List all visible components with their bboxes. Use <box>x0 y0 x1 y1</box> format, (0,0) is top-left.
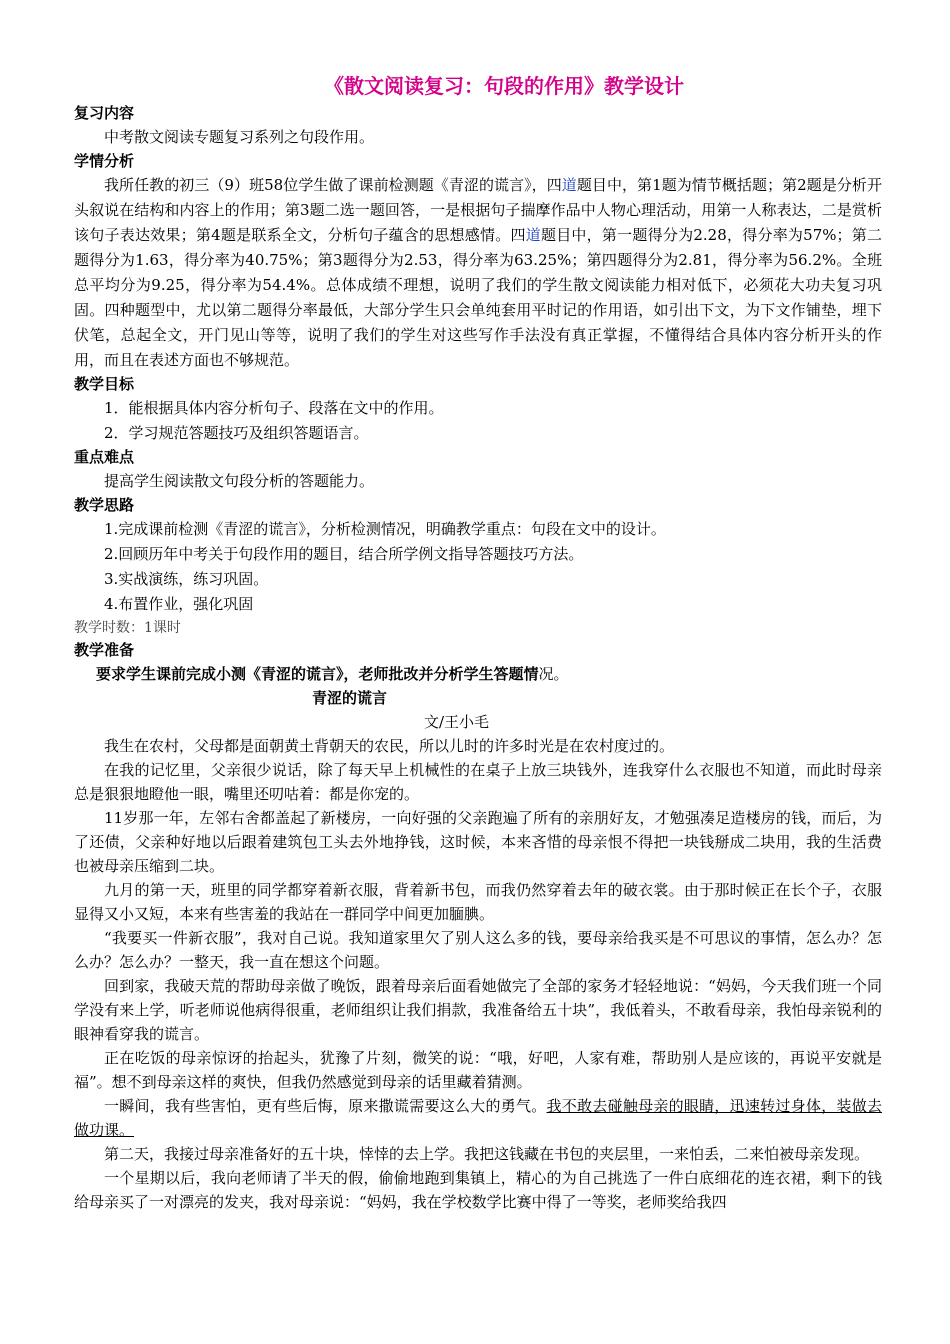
heading-analysis: 学情分析 <box>74 152 135 170</box>
story-title: 青涩的谎言 <box>312 689 388 707</box>
heading-preparation: 教学准备 <box>74 641 135 659</box>
review-content-text: 中考散文阅读专题复习系列之句段作用。 <box>104 128 375 146</box>
story-paragraph-10: 一个星期以后，我向老师请了半天的假，偷偷地跑到集镇上，精心的为自己挑选了一件白底细花的连衣裙，剩下的钱给母亲买了一对漂亮的发夹，我对母亲说：“妈妈，我在学校数学比赛中得了一等奖，老师奖给我四 <box>74 1169 882 1211</box>
story-paragraph-8-underlined: 我不敢去碰触母亲的眼睛，迅速转过身体，装做去做功课。 <box>74 1097 882 1139</box>
story-paragraph-9: 第二天，我接过母亲准备好的五十块，悻悻的去上学。我把这钱藏在书包的夹层里，一来怕丢，二来怕被母亲发现。 <box>104 1145 870 1163</box>
story-paragraph-4: 九月的第一天，班里的同学都穿着新衣服，背着新书包，而我仍然穿着去年的破衣裳。由于那时候正在长个子，衣服显得又小又短，本来有些害羞的我站在一群同学中间更加腼腆。 <box>74 881 882 923</box>
story-paragraph-1: 我生在农村，父母都是面朝黄土背朝天的农民，所以儿时的许多时光是在农村度过的。 <box>104 737 675 755</box>
document-title: 《散文阅读复习：句段的作用》教学设计 <box>324 74 684 98</box>
story-paragraph-5: “我要买一件新衣服”，我对自己说。我知道家里欠了别人这么多的钱，要母亲给我买是不可思议的事情，怎么办？怎么办？怎么办？一整天，我一直在想这个问题。 <box>74 929 882 971</box>
story-author: 文/王小毛 <box>424 713 490 731</box>
key-points-text: 提高学生阅读散文句段分析的答题能力。 <box>104 472 375 490</box>
analysis-text-before: 我所任教的初三（9）班58位学生做了课前检测题《青涩的谎言》，四 <box>104 176 562 194</box>
goal-item-1: 1．能根据具体内容分析句子、段落在文中的作用。 <box>104 399 444 417</box>
approach-item-3: 3.实战演练，练习巩固。 <box>104 570 269 588</box>
story-paragraph-8-plain: 一瞬间，我有些害怕，更有些后悔，原来撒谎需要这么大的勇气。 <box>104 1097 547 1115</box>
teaching-hours: 教学时数：1课时 <box>74 620 181 636</box>
document-page <box>74 72 882 1214</box>
goal-item-2: 2．学习规范答题技巧及组织答题语言。 <box>104 424 369 442</box>
preparation-requirement-tail: 况。 <box>538 665 569 683</box>
analysis-text-middle: 题目中，第1题为情节概括题；第2题是分析开头叙说在结构和内容上的作用；第3题二选一题回答，一是根据句子揣摩作品中人物心理活动，用第一人称表达，二是赏析该句子表达效果；第4题是联系全文，分析句子蕴含的思想感情。四 <box>74 176 882 244</box>
story-paragraph-3: 11岁那一年，左邻右舍都盖起了新楼房，一向好强的父亲跑遍了所有的亲朋好友，才勉强凑足造楼房的钱，而后，为了还债，父亲种好地以后跟着建筑包工头去外地挣钱，这时候，本来吝惜的母亲恨不得把一块钱掰成二块用，我的生活费也被母亲压缩到二块。 <box>74 809 882 875</box>
story-paragraph-8 <box>74 1094 882 1142</box>
heading-goals: 教学目标 <box>74 375 135 393</box>
analysis-paragraph <box>74 173 882 373</box>
story-paragraph-2: 在我的记忆里，父亲很少说话，除了每天早上机械性的在桌子上放三块钱外，连我穿什么衣服也不知道，而此时母亲总是狠狠地瞪他一眼，嘴里还叨咕着：都是你宠的。 <box>74 761 882 803</box>
approach-item-2: 2.回顾历年中考关于句段作用的题目，结合所学例文指导答题技巧方法。 <box>104 545 584 563</box>
analysis-highlight-2: 道 <box>525 226 541 244</box>
story-paragraph-7: 正在吃饭的母亲惊讶的抬起头，犹豫了片刻，微笑的说：“哦，好吧，人家有难，帮助别人是应该的，再说平安就是福”。想不到母亲这样的爽快，但我仍然感觉到母亲的话里藏着猜测。 <box>74 1049 882 1091</box>
preparation-requirement-text: 要求学生课前完成小测《青涩的谎言》，老师批改并分析学生答题情 <box>96 665 539 683</box>
story-paragraph-6: 回到家，我破天荒的帮助母亲做了晚饭，跟着母亲后面看她做完了全部的家务才轻轻地说：“妈妈，今天我们班一个同学没有来上学，听老师说他病得很重，老师组织让我们捐款，我准备给五十块”，我低着头，不敢看母亲，我怕母亲锐利的眼神看穿我的谎言。 <box>74 977 882 1043</box>
heading-key-points: 重点难点 <box>74 448 135 466</box>
approach-item-4: 4.布置作业，强化巩固 <box>104 595 254 613</box>
approach-item-1: 1.完成课前检测《青涩的谎言》，分析检测情况，明确教学重点：句段在文中的设计。 <box>104 520 666 538</box>
preparation-requirement <box>74 662 882 686</box>
heading-approach: 教学思路 <box>74 496 135 514</box>
analysis-text-after: 题目中，第一题得分为2.28，得分率为57%；第二题得分为1.63，得分率为40.75%；第3题得分为2.53，得分率为63.25%；第四题得分为2.81，得分率为56.2%。全班总平均分为9.25，得分率为54.4%。总体成绩不理想，说明了我们的学生散文阅读能力相对低下，必须花大功夫复习巩固。四种题型中，尤以第二题得分率最低，大部分学生只会单纯套用平时记的作用语，如引出下文，为下文作铺垫，埋下伏笔，总起全文，开门见山等等，说明了我们的学生对这些写作手法没有真正掌握，不懂得结合具体内容分析开头的作用，而且在表述方面也不够规范。 <box>74 226 882 369</box>
heading-review-content: 复习内容 <box>74 104 135 122</box>
analysis-highlight-1: 道 <box>561 176 577 194</box>
